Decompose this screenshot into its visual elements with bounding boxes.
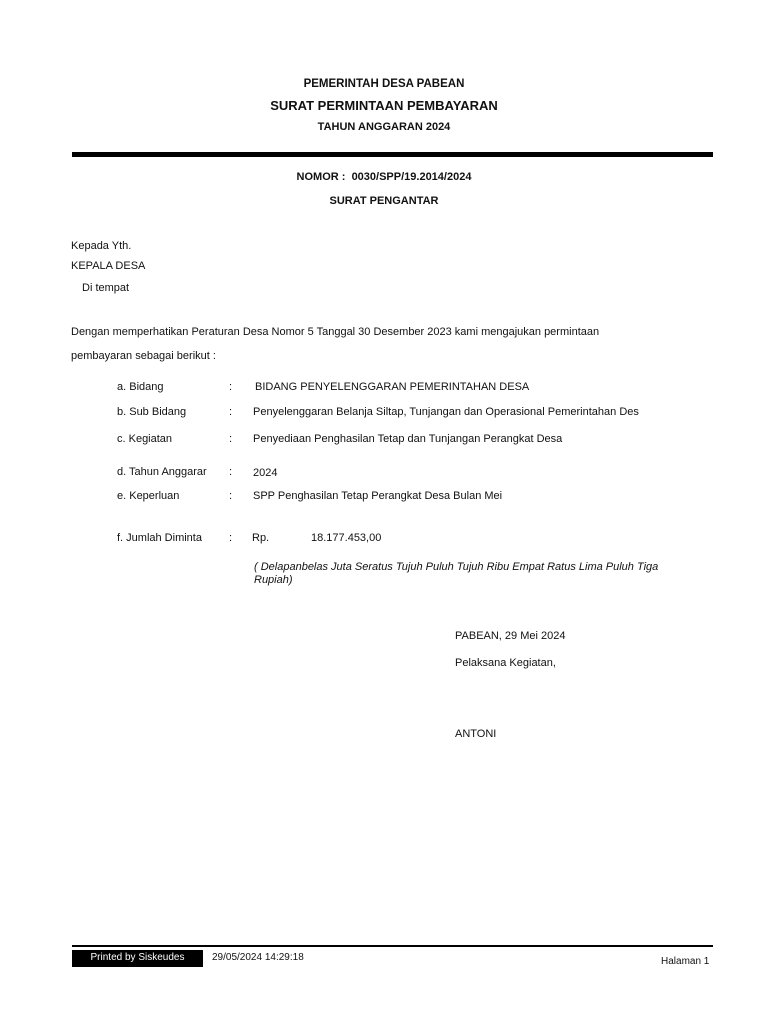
field-colon: : [229, 466, 233, 478]
field-label-sub-bidang: b. Sub Bidang [117, 406, 187, 418]
field-value-kegiatan: Penyediaan Penghasilan Tetap dan Tunjangan Perangkat Desa [253, 433, 563, 445]
field-label-tahun-anggaran: d. Tahun Anggarar [117, 466, 207, 478]
document-number [0, 171, 768, 183]
document-title: SURAT PERMINTAAN PEMBAYARAN [270, 98, 498, 113]
amount-value: 18.177.453,00 [311, 532, 382, 544]
intro-line-1: Dengan memperhatikan Peraturan Desa Nomor 5 Tanggal 30 Desember 2023 kami mengajukan permintaan [71, 326, 600, 338]
field-label-jumlah-diminta: f. Jumlah Diminta [117, 532, 202, 544]
footer-divider [72, 945, 713, 947]
printed-by-label: Printed by Siskeudes [72, 950, 203, 967]
field-colon: : [229, 381, 233, 393]
field-label-bidang: a. Bidang [117, 381, 164, 393]
recipient-title: KEPALA DESA [71, 260, 146, 272]
intro-line-2: pembayaran sebagai berikut : [71, 350, 216, 362]
field-colon: : [229, 433, 233, 445]
signature-place-date: PABEAN, 29 Mei 2024 [455, 630, 566, 642]
document-number-label: NOMOR : [296, 171, 346, 183]
print-timestamp: 29/05/2024 14:29:18 [212, 952, 304, 963]
signature-role: Pelaksana Kegiatan, [455, 657, 556, 669]
amount-in-words: ( Delapanbelas Juta Seratus Tujuh Puluh Tujuh Ribu Empat Ratus Lima Puluh Tiga Rupiah) [254, 561, 659, 586]
field-value-keperluan: SPP Penghasilan Tetap Perangkat Desa Bulan Mei [253, 490, 503, 502]
budget-year: TAHUN ANGGARAN 2024 [317, 121, 451, 133]
field-label-keperluan: e. Keperluan [117, 490, 180, 502]
recipient-place: Di tempat [82, 282, 130, 294]
field-colon: : [229, 490, 233, 502]
field-value-bidang: BIDANG PENYELENGGARAN PEMERINTAHAN DESA [255, 381, 530, 393]
field-colon: : [229, 406, 233, 418]
recipient-salutation: Kepada Yth. [71, 240, 132, 252]
document-number-value: 0030/SPP/19.2014/2024 [351, 171, 472, 183]
header-divider [72, 152, 713, 157]
field-value-tahun-anggaran: 2024 [253, 467, 278, 479]
government-name: PEMERINTAH DESA PABEAN [303, 78, 465, 90]
signature-name: ANTONI [455, 728, 497, 740]
field-colon: : [229, 532, 233, 544]
letter-type: SURAT PENGANTAR [329, 195, 439, 207]
amount-currency: Rp. [252, 532, 270, 544]
field-value-sub-bidang: Penyelenggaran Belanja Siltap, Tunjangan dan Operasional Pemerintahan Des [253, 406, 639, 418]
field-label-kegiatan: c. Kegiatan [117, 433, 173, 445]
page-number: Halaman 1 [661, 956, 710, 967]
